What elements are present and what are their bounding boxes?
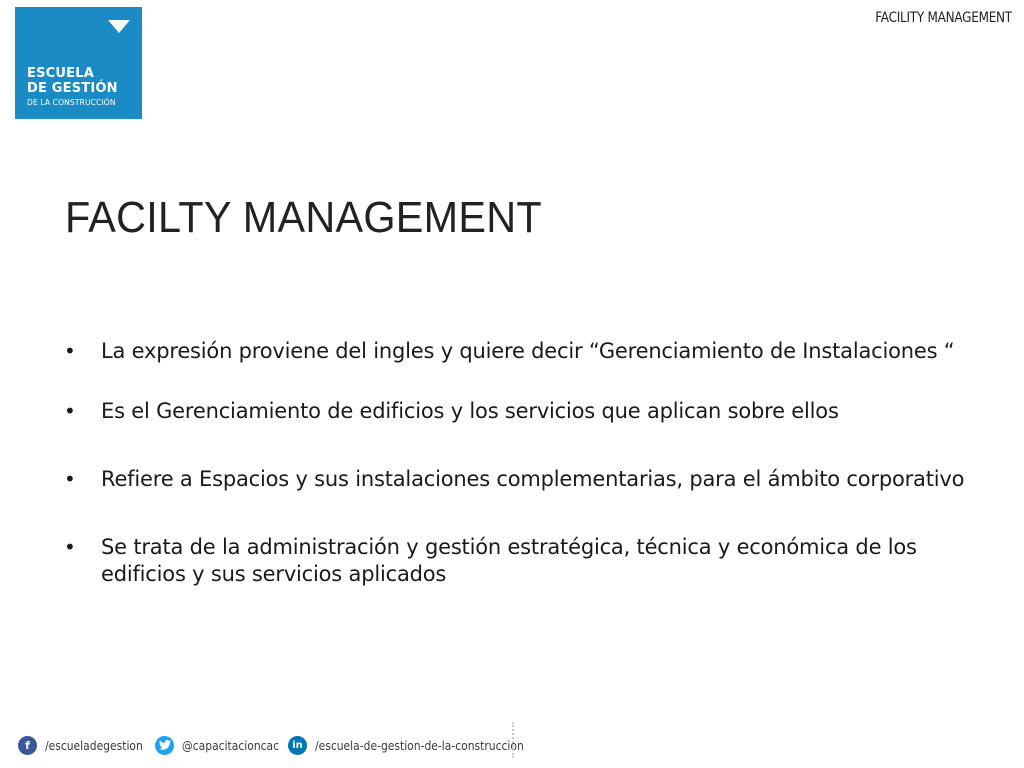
social-footer bbox=[18, 734, 524, 756]
bullet-icon: • bbox=[64, 535, 76, 559]
triangle-down-icon bbox=[108, 20, 130, 33]
facebook-link[interactable] bbox=[18, 734, 159, 756]
bullet-icon: • bbox=[64, 467, 76, 491]
slide-title: FACILTY MANAGEMENT bbox=[65, 193, 542, 242]
bullet-item bbox=[62, 398, 982, 425]
bullet-text: Se trata de la administración y gestión estratégica, técnica y económica de los edificios y sus servicios aplicados bbox=[101, 535, 917, 586]
linkedin-link[interactable] bbox=[288, 734, 558, 756]
linkedin-handle[interactable]: /escuela-de-gestion-de-la-construccion bbox=[315, 737, 524, 753]
bullet-text: La expresión proviene del ingles y quiere decir “Gerenciamiento de Instalaciones “ bbox=[101, 339, 955, 363]
logo-line-2: DE GESTIÓN bbox=[27, 81, 118, 96]
bullet-item bbox=[62, 338, 982, 365]
bullet-icon: • bbox=[64, 399, 76, 423]
bullet-icon: • bbox=[64, 339, 76, 363]
bullet-item bbox=[62, 534, 982, 588]
logo-line-3: DE LA CONSTRUCCIÓN bbox=[27, 98, 116, 107]
bullet-text: Es el Gerenciamiento de edificios y los servicios que aplican sobre ellos bbox=[101, 399, 839, 423]
twitter-bird-icon bbox=[159, 740, 171, 750]
logo-line-1: ESCUELA bbox=[27, 66, 94, 81]
bullet-text: Refiere a Espacios y sus instalaciones complementarias, para el ámbito corporativo bbox=[101, 467, 965, 491]
footer-divider bbox=[512, 722, 514, 758]
twitter-link[interactable] bbox=[155, 734, 295, 756]
bullet-item bbox=[62, 466, 982, 493]
facebook-handle[interactable]: /escueladegestion bbox=[45, 737, 143, 753]
facebook-icon: f bbox=[18, 736, 37, 755]
bullet-list bbox=[62, 338, 982, 588]
school-logo bbox=[15, 7, 142, 119]
header-label: FACILITY MANAGEMENT bbox=[875, 10, 1012, 26]
twitter-handle[interactable]: @capacitacioncac bbox=[182, 737, 280, 753]
linkedin-icon: in bbox=[288, 736, 307, 755]
twitter-icon bbox=[155, 736, 174, 755]
